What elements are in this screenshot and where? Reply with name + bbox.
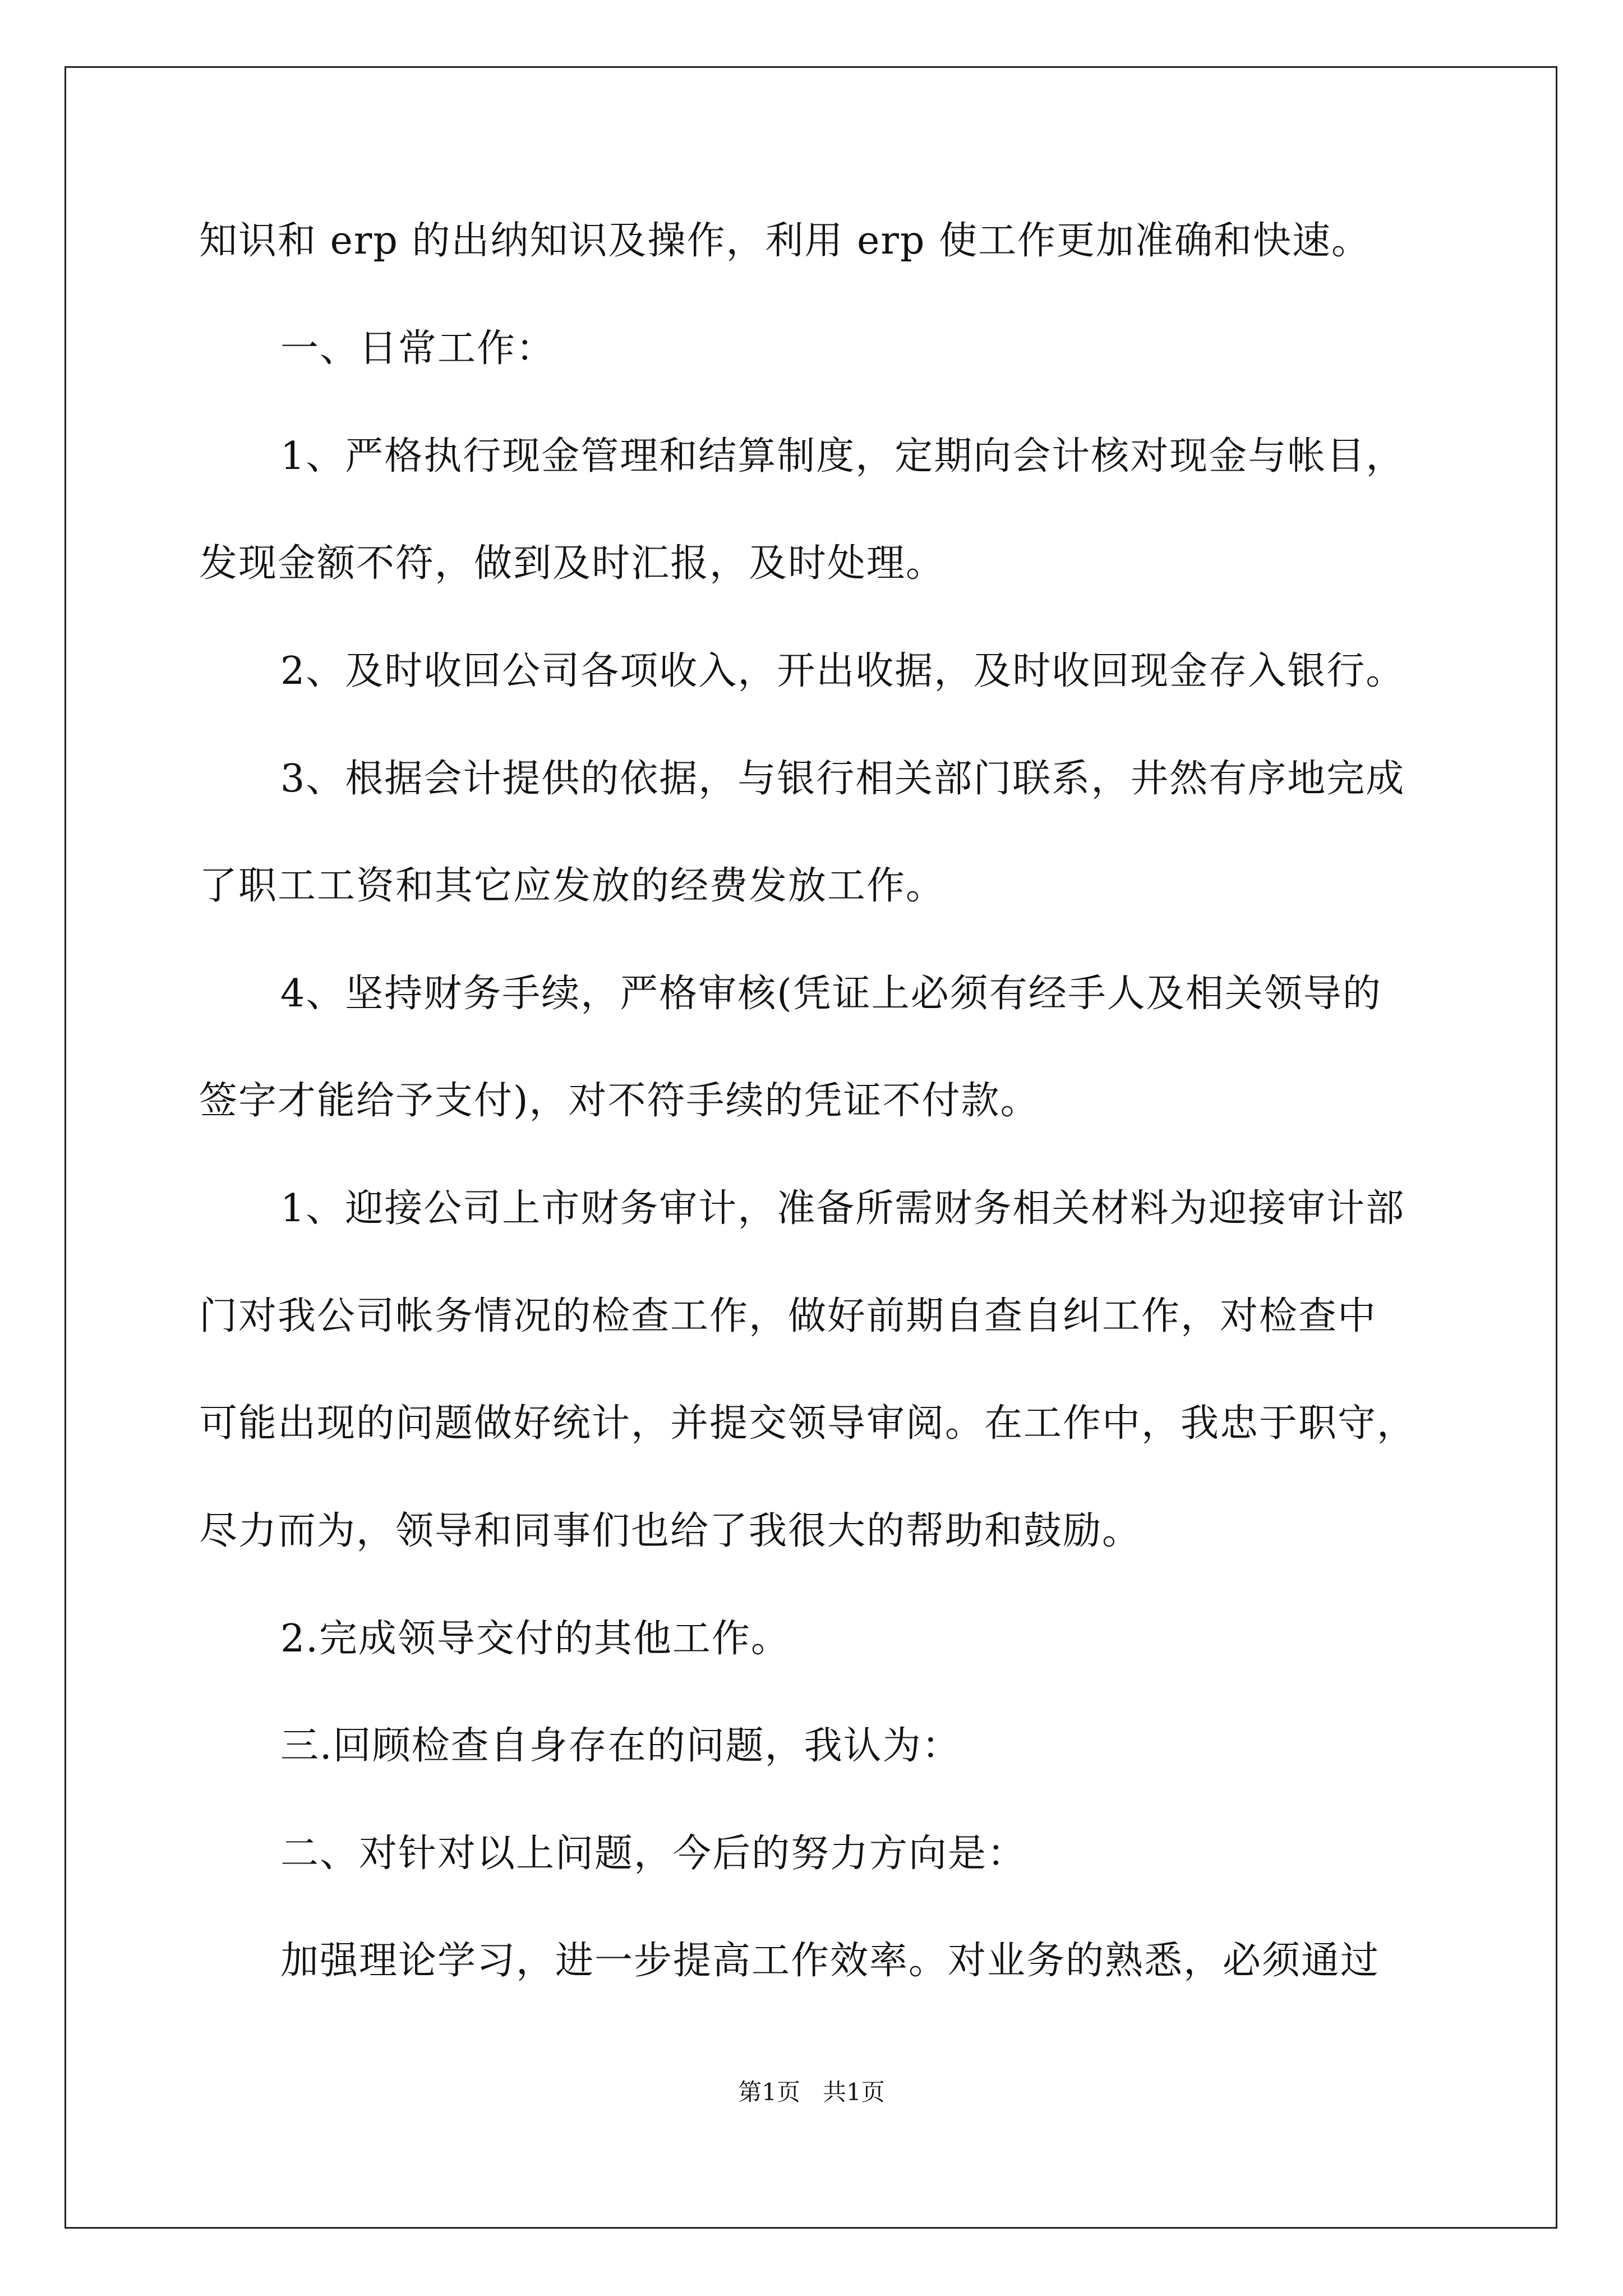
text-line-13: 尽力而为，领导和同事们也给了我很大的帮助和鼓励。 — [199, 1509, 1142, 1553]
text-line-6: 3、根据会计提供的依据，与银行相关部门联系，井然有序地完成 — [280, 757, 1405, 801]
text-line-11: 门对我公司帐务情况的检查工作，做好前期自查自纠工作，对检查中 — [199, 1294, 1377, 1338]
page-footer: 第1页 共1页 — [738, 2078, 885, 2106]
text-line-7: 了职工工资和其它应发放的经费发放工作。 — [199, 864, 946, 908]
text-line-4: 发现金额不符，做到及时汇报，及时处理。 — [199, 541, 946, 586]
text-line-3: 1、严格执行现金管理和结算制度，定期向会计核对现金与帐目， — [280, 434, 1405, 478]
text-line-14: 2.完成领导交付的其他工作。 — [280, 1617, 790, 1661]
text-line-16: 二、对针对以上问题，今后的努力方向是： — [280, 1832, 1027, 1876]
text-line-2: 一、日常工作： — [280, 326, 556, 371]
text-line-8: 4、坚持财务手续，严格审核(凭证上必须有经手人及相关领导的 — [280, 972, 1382, 1016]
text-line-17: 加强理论学习，进一步提高工作效率。对业务的熟悉，必须通过 — [280, 1939, 1380, 1983]
text-line-1: 知识和 erp 的出纳知识及操作，利用 erp 使工作更加准确和快速。 — [199, 219, 1371, 263]
text-line-5: 2、及时收回公司各项收入，开出收据，及时收回现金存入银行。 — [280, 649, 1405, 693]
text-line-9: 签字才能给予支付)，对不符手续的凭证不付款。 — [199, 1079, 1040, 1123]
text-line-15: 三.回顾检查自身存在的问题，我认为： — [280, 1724, 961, 1768]
text-line-12: 可能出现的问题做好统计，并提交领导审阅。在工作中，我忠于职守， — [199, 1401, 1417, 1446]
text-line-10: 1、迎接公司上市财务审计，准备所需财务相关材料为迎接审计部 — [280, 1186, 1405, 1231]
page-border — [64, 66, 1557, 2229]
